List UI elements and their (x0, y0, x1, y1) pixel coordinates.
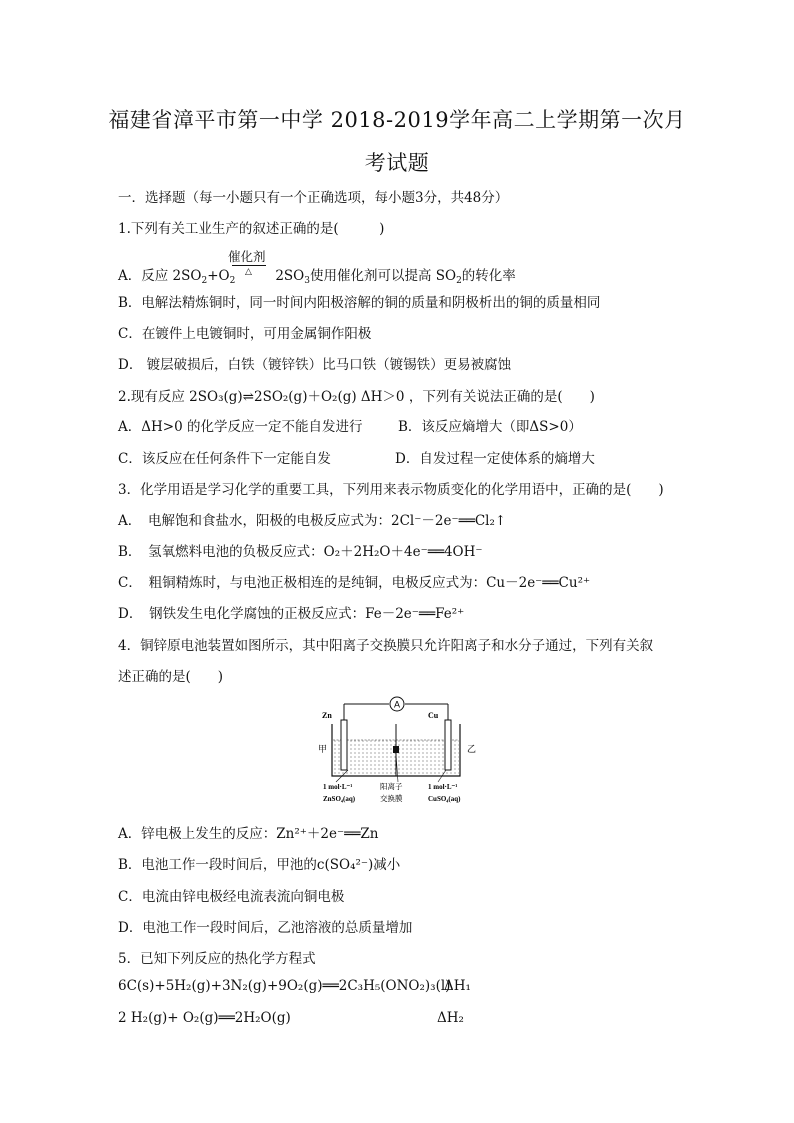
right-solution: CuSO₄(aq) (428, 795, 461, 803)
q3-option-b: B． 氢氧燃料电池的负极反应式：O₂＋2H₂O＋4e⁻══4OH⁻ (118, 544, 483, 560)
q1-option-a-part2: +O (207, 268, 230, 284)
q1-option-a (118, 264, 516, 286)
q4-option-b: B．电池工作一段时间后，甲池的c(SO₄²⁻)减小 (118, 857, 401, 873)
section-heading: 一．选择题（每一小题只有一个正确选项，每小题3分，共48分） (118, 190, 509, 206)
copper-label: Cu (428, 711, 439, 720)
subscript: 2 (201, 276, 208, 286)
copper-electrode (445, 720, 451, 770)
q2-option-c: C．该反应在任何条件下一定能自发 (118, 451, 331, 467)
galvanic-cell-diagram (318, 692, 478, 810)
q3-option-a: A． 电解饱和食盐水，阳极的电极反应式为：2Cl⁻－2e⁻══Cl₂↑ (118, 513, 507, 529)
q1-option-d: D． 镀层破损后，白铁（镀锌铁）比马口铁（镀锡铁）更易被腐蚀 (118, 357, 512, 373)
q5-equation-2: 2 H₂(g)+ O₂(g)══2H₂O(g) (118, 1010, 291, 1026)
page-title-line1: 福建省漳平市第一中学 2018-2019学年高二上学期第一次月 (108, 108, 686, 132)
q4-stem-line2: 述正确的是( ) (118, 669, 224, 685)
q4-option-d: D．电池工作一段时间后，乙池溶液的总质量增加 (118, 920, 413, 936)
q4-option-a: A．锌电极上发生的反应：Zn²⁺＋2e⁻══Zn (118, 826, 379, 842)
q1-option-a-part1: A．反应 2SO (118, 268, 202, 284)
right-concentration: 1 mol·L⁻¹ (428, 783, 458, 791)
page-title-line2: 考试题 (364, 151, 430, 175)
q1-option-a-part3: 2SO (275, 268, 305, 284)
subscript: 3 (304, 276, 310, 286)
q5-delta-h1: ΔH₁ (444, 978, 471, 994)
ammeter-label: A (393, 699, 401, 710)
subscript: 2 (456, 276, 462, 286)
q1-catalyst-label: 催化剂 (228, 249, 266, 264)
subscript: 2 (229, 276, 236, 286)
q5-equation-1: 6C(s)+5H₂(g)+3N₂(g)+9O₂(g)══2C₃H₅(ONO₂)₃(l) (118, 978, 451, 994)
zinc-electrode (341, 720, 347, 770)
q4-stem-line1: 4．铜锌原电池装置如图所示，其中阳离子交换膜只允许阳离子和水分子通过，下列有关叙 (118, 638, 654, 654)
q2-option-d: D．自发过程一定使体系的熵增大 (395, 451, 595, 467)
q1-heat-symbol: △ (245, 267, 252, 277)
membrane-label-2: 交换膜 (380, 794, 403, 803)
q1-option-a-part4: 使用催化剂可以提高 SO (309, 268, 457, 284)
cation-exchange-membrane (393, 746, 399, 753)
q2-option-a: A．ΔH>0 的化学反应一定不能自发进行 (118, 419, 363, 435)
membrane-label-1: 阳离子 (380, 782, 403, 791)
q1-option-b: B．电解法精炼铜时，同一时间内阳极溶解的铜的质量和阴极析出的铜的质量相同 (118, 295, 601, 311)
q3-option-d: D． 钢铁发生电化学腐蚀的正极反应式：Fe－2e⁻══Fe²⁺ (118, 606, 465, 622)
q1-stem: 1.下列有关工业生产的叙述正确的是( ) (118, 221, 385, 237)
q3-option-c: C． 粗铜精炼时，与电池正极相连的是纯铜，电极反应式为：Cu－2e⁻══Cu²⁺ (118, 575, 591, 591)
left-concentration: 1 mol·L⁻¹ (323, 783, 353, 791)
q2-stem: 2.现有反应 2SO₃(g)⇌2SO₂(g)＋O₂(g) ΔH＞0 ，下列有关说法正确的是( ) (118, 389, 595, 405)
left-solution: ZnSO₄(aq) (323, 795, 356, 803)
q5-delta-h2: ΔH₂ (437, 1010, 464, 1026)
q4-option-c: C．电流由锌电极经电流表流向铜电极 (118, 889, 345, 905)
zinc-label: Zn (322, 711, 332, 720)
q1-option-c: C．在镀件上电镀铜时，可用金属铜作阳极 (118, 326, 372, 342)
q3-stem: 3．化学用语是学习化学的重要工具，下列用来表示物质变化的化学用语中，正确的是( ) (118, 482, 664, 498)
cell-yi-label: 乙 (467, 745, 477, 755)
q2-option-b: B．该反应熵增大（即ΔS>0） (398, 419, 582, 435)
cell-jia-label: 甲 (318, 745, 328, 755)
q1-option-a-part5: 的转化率 (461, 268, 516, 284)
q5-stem: 5．已知下列反应的热化学方程式 (118, 951, 316, 967)
